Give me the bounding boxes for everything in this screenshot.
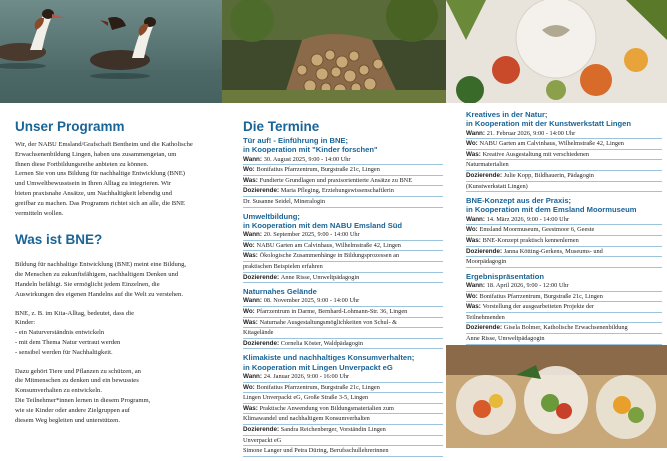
event-detail-text: Moorpädagogin — [466, 258, 507, 266]
event-detail-line — [466, 247, 662, 258]
event-detail-line — [243, 414, 443, 425]
event-detail-label: Wann: — [466, 282, 487, 290]
event-detail-line — [466, 236, 662, 247]
event-detail-label: Was: — [466, 150, 483, 158]
event-detail-label: Was: — [243, 176, 260, 184]
event-detail-label: Dozierende: — [243, 425, 281, 433]
event-detail-text: 14. März 2026, 9:00 - 14:00 Uhr — [486, 215, 569, 223]
event-detail-text: Kreative Ausgestaltung mit verschiedenen — [482, 150, 590, 158]
event-block — [466, 196, 662, 268]
event-detail-line — [243, 318, 443, 329]
event-detail-line — [466, 129, 662, 140]
event-detail-label: Wo: — [466, 140, 480, 148]
event-detail-line — [466, 292, 662, 303]
photo-produce-bags — [446, 345, 667, 448]
event-detail-label: Was: — [466, 303, 483, 311]
event-detail-label: Dozierende: — [466, 247, 504, 255]
event-detail-line — [243, 186, 443, 197]
event-title: Ergebnispräsentation — [466, 271, 545, 281]
event-detail-text: Bonifatius Pfarrzentrum, Burgstraße 21c, Lingen — [479, 292, 603, 300]
event-title: Klimakiste und nachhaltiges Konsumverhalten; in Kooperation mit Lingen Unverpackt eG — [243, 353, 415, 372]
event-title: Kreatives in der Natur; in Kooperation mit der Kunstwerkstatt Lingen — [466, 110, 631, 129]
event-detail-line — [466, 160, 662, 171]
event-detail-text: Vorstellung der ausgearbeiteten Projekte der — [482, 303, 595, 311]
event-detail-line — [243, 425, 443, 436]
bne-text-3: Dazu gehört Tiere und Pflanzen zu schützen, an die Mitmenschen zu denken und ein bewusstes Konsumverhalten zu entwickeln. Die Teilnehmer*innen lernen in diesem Programm, wie sie Kinder oder andere Zielgruppen auf diesem Weg begleiten und unterstützen. — [15, 367, 151, 424]
photo-grebes — [0, 0, 222, 103]
event-detail-text: NABU Garten am Calvinhaus, Wilhelmstraße 42, Lingen — [479, 140, 624, 148]
event-detail-label: Wo: — [243, 308, 257, 316]
event-detail-line — [243, 404, 443, 415]
event-detail-line — [243, 372, 443, 383]
event-detail-line — [243, 262, 443, 273]
event-detail-text: Janna Kötting-Gerkens, Museums- und — [503, 247, 603, 255]
event-detail-label: Wann: — [243, 297, 264, 305]
event-detail-line — [243, 251, 443, 262]
event-title: Umweltbildung; in Kooperation mit dem NABU Emsland Süd — [243, 211, 403, 230]
event-title: BNE-Konzept aus der Praxis; in Kooperation mit dem Emsland Moormuseum — [466, 196, 637, 215]
program-text: Wir, der NABU Emsland/Grafschaft Bentheim und die Katholische Erwachsenenbildung Lingen, haben uns zusammengetan, um Ihnen diese Fortbildungsreihe anbieten zu können. Lernen Sie von uns Bildung für nachhaltige Entwicklung (BNE) und Umweltbewusstsein in Ihren Alltag zu integrieren. Wir bieten praxisnahe Ansätze, um Nachhaltigkeit lebendig und greifbar zu machen. Das Programm richtet sich an alle, die BNE vermitteln wollen. — [15, 141, 193, 217]
event-detail-line — [466, 139, 662, 150]
event-detail-text: Anne Risse, Umweltpädagogin — [280, 273, 360, 281]
event-detail-line — [243, 241, 443, 252]
event-detail-line — [243, 436, 443, 447]
event-detail-text: Teilnehmenden — [466, 313, 505, 321]
event-detail-text: BNE-Konzept praktisch kennenlernen — [482, 236, 579, 244]
event-detail-label: Was: — [243, 252, 260, 260]
event-detail-line — [466, 171, 662, 182]
event-detail-text: Julie Kopp, Bildhauerin, Pädagogin — [503, 171, 594, 179]
bne-text-2: BNE, z. B. im Kita-Alltag, bedeutet, dass die Kinder: - ein Naturverständnis entwickeln - mit dem Thema Natur vertraut werden - sensibel werden für Nachhaltigkeit. — [15, 309, 135, 356]
event-detail-text: Maria Pfleging, Erziehungswissenschaftlerin — [280, 187, 394, 195]
event-detail-text: Anne Risse, Umweltpädagogin — [466, 334, 545, 342]
event-block — [466, 272, 662, 345]
event-detail-text: 18. April 2026, 9:00 - 12:00 Uhr — [486, 282, 569, 290]
photo-nature-art — [446, 0, 667, 103]
event-detail-text: Dr. Susanne Seidel, Mineralogin — [243, 197, 326, 205]
event-detail-label: Wo: — [243, 166, 257, 174]
event-detail-label: Dozierende: — [243, 187, 281, 195]
event-block — [243, 212, 443, 284]
event-detail-text: Kitagelände — [243, 329, 274, 337]
event-detail-label: Dozierende: — [243, 339, 281, 347]
event-detail-label: Dozierende: — [466, 171, 504, 179]
event-detail-line — [243, 393, 443, 404]
event-detail-text: NABU Garten am Calvinhaus, Wilhelmstraße 42, Lingen — [256, 241, 401, 249]
event-block — [243, 136, 443, 208]
event-detail-label: Dozierende: — [243, 273, 281, 281]
event-detail-line — [243, 197, 443, 208]
event-detail-text: Bonifatius Pfarrzentrum, Burgstraße 21c, Lingen — [256, 166, 380, 174]
event-detail-line — [243, 339, 443, 350]
event-detail-text: 08. November 2025, 9:00 - 14:00 Uhr — [263, 297, 360, 305]
event-detail-text: Naturmaterialien — [466, 161, 509, 169]
event-detail-label: Wann: — [243, 155, 264, 163]
event-detail-text: 21. Februar 2026, 9:00 - 14:00 Uhr — [486, 129, 576, 137]
event-detail-line — [466, 225, 662, 236]
event-detail-text: Praktische Anwendung von Bildungsmaterialien zum — [259, 404, 394, 412]
event-detail-text: 30. August 2025, 9:00 - 14:00 Uhr — [263, 155, 351, 163]
event-detail-text: Simone Langer und Petra Düring, Berufsschullehrerinnen — [243, 447, 389, 455]
event-detail-text: Cornelia Köster, Waldpädagogin — [280, 339, 363, 347]
event-detail-line — [243, 328, 443, 339]
event-detail-line — [466, 257, 662, 268]
event-detail-text: Klimawandel und nachhaltigem Konsumverhalten — [243, 415, 370, 423]
termine-heading: Die Termine — [243, 119, 320, 134]
event-detail-label: Was: — [466, 236, 483, 244]
event-detail-text: Sandra Reichenberger, Vorständin Lingen — [280, 425, 386, 433]
event-detail-text: Emsland Moormuseum, Geestmoor 6, Geeste — [479, 226, 595, 234]
left-column — [15, 103, 222, 425]
event-detail-line — [466, 150, 662, 161]
event-title: Naturnahes Gelände — [243, 287, 317, 297]
photo-woodpile — [222, 0, 446, 103]
event-detail-line — [243, 176, 443, 187]
event-title: Tür auf! - Einführung in BNE; in Kooperation mit "Kinder forschen" — [243, 136, 378, 155]
event-detail-label: Dozierende: — [466, 324, 504, 332]
event-detail-line — [243, 307, 443, 318]
event-detail-line — [466, 334, 662, 345]
event-detail-text: 20. September 2025, 9:00 - 14:00 Uhr — [263, 231, 360, 239]
event-detail-text: Fundierte Grundlagen und praxisorientierte Ansätze zu BNE — [259, 176, 413, 184]
event-detail-label: Wo: — [466, 292, 480, 300]
bne-heading: Was ist BNE? — [15, 232, 103, 248]
event-detail-line — [466, 215, 662, 226]
event-detail-line — [243, 230, 443, 241]
event-detail-text: (Kunstwerkstatt Lingen) — [466, 182, 528, 190]
event-detail-line — [466, 313, 662, 324]
bne-text-1: Bildung für nachhaltige Entwicklung (BNE) meint eine Bildung, die Menschen zu zukunftsfähigem, nachhaltigem Denken und Handeln befähigt. Sie ermöglicht jedem Einzelnen, die Auswirkungen des eigenen Handelns auf die Welt zu verstehen. — [15, 261, 187, 298]
event-detail-label: Wann: — [243, 372, 264, 380]
event-detail-line — [466, 302, 662, 313]
event-detail-text: Lingen Unverpackt eG, Große Straße 3-5, Lingen — [243, 394, 369, 402]
event-detail-label: Was: — [243, 318, 260, 326]
event-block — [243, 287, 443, 349]
event-detail-label: Wann: — [466, 215, 487, 223]
event-detail-text: Bonifatius Pfarrzentrum, Burgstraße 21c, Lingen — [256, 383, 380, 391]
event-detail-line — [466, 323, 662, 334]
event-detail-line — [243, 296, 443, 307]
right-column — [466, 110, 662, 349]
event-detail-label: Wo: — [243, 241, 257, 249]
event-detail-label: Wo: — [243, 383, 257, 391]
event-detail-text: Ökologische Zusammenhänge in Bildungsprozessen an — [259, 252, 400, 260]
event-detail-text: Gisela Bolmer, Katholische Erwachsenenbildung — [503, 324, 628, 332]
event-detail-label: Wo: — [466, 226, 480, 234]
program-heading: Unser Programm — [15, 119, 125, 134]
event-detail-label: Was: — [243, 404, 260, 412]
event-detail-line — [243, 383, 443, 394]
event-detail-line — [243, 273, 443, 284]
event-block — [466, 110, 662, 192]
event-detail-line — [466, 281, 662, 292]
event-detail-text: Unverpackt eG — [243, 436, 282, 444]
event-block — [243, 353, 443, 456]
event-detail-text: Naturnahe Ausgestaltungsmöglichkeiten von Schul- & — [259, 318, 398, 326]
event-detail-line — [466, 182, 662, 193]
event-detail-label: Wann: — [466, 129, 487, 137]
event-detail-line — [243, 165, 443, 176]
event-detail-text: 24. Januar 2026, 9:00 - 16:00 Uhr — [263, 372, 350, 380]
event-detail-text: praktischen Beispielen erfahren — [243, 262, 323, 270]
event-detail-label: Wann: — [243, 231, 264, 239]
event-detail-text: Pfarrzentrum in Darme, Bernhard-Lohmann-Str. 36, Lingen — [256, 308, 408, 316]
event-detail-line — [243, 155, 443, 166]
middle-column — [243, 103, 443, 461]
